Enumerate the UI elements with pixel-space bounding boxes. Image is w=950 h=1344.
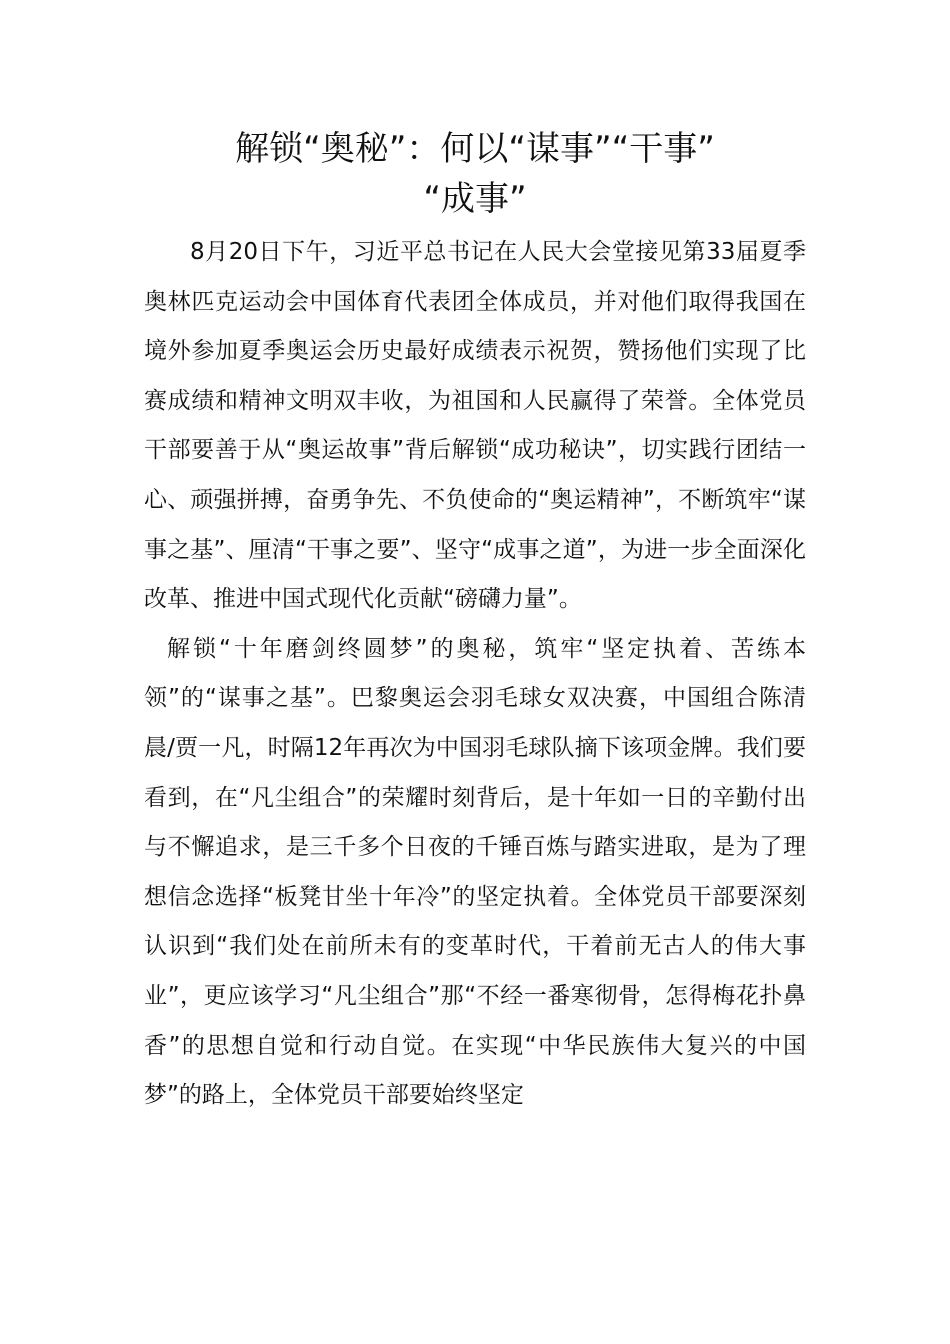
document-body bbox=[144, 228, 806, 1121]
document-title bbox=[144, 124, 806, 224]
paragraph-intro: 8月20日下午，习近平总书记在人民大会堂接见第33届夏季奥林匹克运动会中国体育代表团全体成员，并对他们取得我国在境外参加夏季奥运会历史最好成绩表示祝贺，赞扬他们实现了比赛成绩和精神文明双丰收，为祖国和人民赢得了荣誉。全体党员干部要善于从“奥运故事”背后解锁“成功秘诀”，切实践行团结一心、顽强拼搏，奋勇争先、不负使命的“奥运精神”，不断筑牢“谋事之基”、厘清“干事之要”、坚守“成事之道”，为进一步全面深化改革、推进中国式现代化贡献“磅礴力量”。 bbox=[144, 239, 806, 613]
paragraph-section-1: 解锁“十年磨剑终圆梦”的奥秘，筑牢“坚定执着、苦练本领”的“谋事之基”。巴黎奥运会羽毛球女双决赛，中国组合陈清晨/贾一凡，时隔12年再次为中国羽毛球队摘下该项金牌。我们要看到，在“凡尘组合”的荣耀时刻背后，是十年如一日的辛勤付出与不懈追求，是三千多个日夜的千锤百炼与踏实进取，是为了理想信念选择“板凳甘坐十年冷”的坚定执着。全体党员干部要深刻认识到“我们处在前所未有的变革时代，干着前无古人的伟大事业”，更应该学习“凡尘组合”那“不经一番寒彻骨，怎得梅花扑鼻香”的思想自觉和行动自觉。在实现“中华民族伟大复兴的中国梦”的路上，全体党员干部要始终坚定 bbox=[144, 635, 806, 1109]
title-line-1: 解锁“奥秘”：何以“谋事”“干事” bbox=[235, 129, 715, 169]
title-line-2: “成事” bbox=[423, 179, 527, 219]
